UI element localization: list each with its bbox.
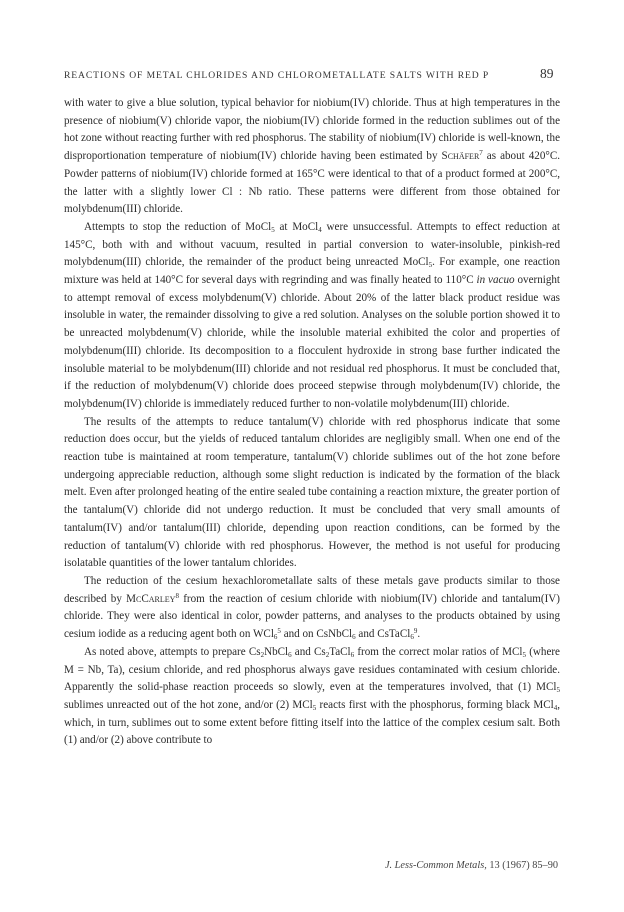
text-run: and on CsNbCl bbox=[280, 628, 353, 641]
subscript: 4 bbox=[318, 225, 322, 234]
text-run: TaCl bbox=[329, 645, 351, 658]
subscript: 6 bbox=[352, 633, 356, 642]
text-run: as about 420°C. Powder patterns of niobium(IV) chloride formed at 165°C were identical to that of a product formed at 200°C, the latter with a slightly lower Cl : Nb ratio. These patterns were different from those obtained for molybdenum(III) chloride. bbox=[64, 150, 560, 216]
subscript: 6 bbox=[288, 650, 292, 659]
subscript: 5 bbox=[556, 686, 560, 695]
running-head: REACTIONS OF METAL CHLORIDES AND CHLOROMETALLATE SALTS WITH RED P bbox=[64, 70, 490, 81]
superscript: 7 bbox=[479, 149, 483, 158]
text-run: overnight to attempt removal of excess molybdenum(V) chloride. About 20% of the latter black product residue was insoluble in water, the remainder dissolving to give a red solution. Analyses on the soluble portion showed it to be unreacted molybdenum(V) chloride, while the insoluble material exhibited the color and properties of molybdenum(III) chloride. Its decomposition to a flocculent hydroxide in strong base further indicated the insoluble material to be molybdenum(III) chloride and not residual red phosphorus. It must be concluded that, if the reduction of molybdenum(V) chloride does proceed stepwise through molybdenum(IV) chloride, the molybdenum(IV) chloride is immediately reduced further to non-volatile molybdenum(III) chloride. bbox=[64, 274, 560, 410]
text-run: with water to give a blue solution, typical behavior for niobium(IV) chloride. Thus at high temperatures in the presence of niobium(V) chloride vapor, the niobium(IV) chloride formed in the reduction sublimes out of the hot zone without reacting further with red phosphorus. The stability of niobium(IV) chloride is well-known, the disproportionation temperature of niobium(IV) chloride having been estimated by bbox=[64, 97, 560, 163]
text-run: at MoCl bbox=[274, 220, 319, 233]
text-run: were unsuccessful. Attempts to effect reduction at 145°C, both with and without vacuum, resulted in partial conversion to water-insoluble, pinkish-red molybdenum(III) chloride, the remainder of the product being unreacted MoCl bbox=[64, 220, 560, 269]
text-run: The reduction of the cesium hexachlorometallate salts of these metals gave products similar to those described by bbox=[64, 574, 560, 605]
text-run: Attempts to stop the reduction of MoCl bbox=[84, 220, 272, 233]
text-run: . For example, one reaction mixture was held at 140°C for several days with regrinding and was finally heated to 110°C bbox=[64, 256, 560, 287]
subscript: 5 bbox=[522, 650, 526, 659]
paragraph bbox=[64, 219, 560, 414]
subscript: 6 bbox=[273, 633, 278, 642]
journal-citation: 13 (1967) 85–90 bbox=[486, 860, 558, 871]
text-run: NbCl bbox=[264, 645, 289, 658]
superscript: 5 bbox=[277, 627, 281, 636]
text-run: , which, in turn, sublimes out to some extent before fitting itself into the lattice of the complex cesium salt. Both (1) and/or (2) above contribute to bbox=[64, 698, 560, 747]
subscript: 6 bbox=[350, 650, 355, 659]
text-run: and CsTaCl bbox=[355, 628, 411, 641]
text-run: As noted above, attempts to prepare Cs bbox=[84, 645, 261, 658]
text-run: from the reaction of cesium chloride with niobium(IV) chloride and tantalum(IV) chloride. They were also identical in color, powder patterns, and analyses to the products obtained by using cesium iodide as a reducing agent both on WCl bbox=[64, 592, 560, 641]
superscript: 9 bbox=[413, 627, 418, 636]
text-run: The results of the attempts to reduce tantalum(V) chloride with red phosphorus indicate that some reduction does occur, but the yields of reduced tantalum chlorides are negligibly small. When one end of the reaction tube is maintained at room temperature, tantalum(V) chloride sublimes out of the hot zone before undergoing appreciable reduction, although some slight reduction is indicated by the formation of the black melt. Even after prolonged heating of the entire sealed tube containing a reaction mixture, the greater portion of the tantalum(V) chloride did not undergo reduction. It must be concluded that very small amounts of tantalum(IV) and/or tantalum(III) chloride, depending upon reaction conditions, can be formed by the reduction of tantalum(V) chloride with red phosphorus. However, the method is not useful for producing isolatable quantities of the lower tantalum chlorides. bbox=[64, 415, 560, 570]
subscript: 5 bbox=[428, 261, 433, 270]
paragraph bbox=[64, 644, 560, 750]
text-run: from the correct molar ratios of MCl bbox=[354, 645, 523, 658]
subscript: 2 bbox=[325, 650, 330, 659]
subscript: 4 bbox=[553, 703, 558, 712]
text-run: sublimes unreacted out of the hot zone, and/or (2) MCl bbox=[64, 698, 313, 711]
journal-footer bbox=[320, 860, 558, 871]
page-number: 89 bbox=[540, 66, 554, 81]
body-text bbox=[64, 95, 560, 750]
paragraph bbox=[64, 414, 560, 573]
paragraph bbox=[64, 95, 560, 219]
journal-name: J. Less-Common Metals, bbox=[384, 860, 487, 871]
subscript: 2 bbox=[260, 650, 265, 659]
text-run: and Cs bbox=[291, 645, 326, 658]
text-run: . bbox=[417, 628, 421, 641]
paragraph bbox=[64, 573, 560, 644]
subscript: 5 bbox=[271, 225, 275, 234]
subscript: 6 bbox=[410, 633, 414, 642]
italic-text: in vacuo bbox=[476, 274, 515, 287]
subscript: 5 bbox=[312, 703, 317, 712]
text-run: (where M = Nb, Ta), cesium chloride, and red phosphorus always gave residues contaminated with cesium chloride. Apparently the solid-phase reaction proceeds so slowly, even at the temperatures involved, that (1) MCl bbox=[64, 645, 560, 694]
superscript: 8 bbox=[175, 591, 179, 600]
author-name: Schäfer bbox=[441, 150, 480, 163]
author-name: McCarley bbox=[126, 592, 176, 605]
text-run: reacts first with the phosphorus, forming black MCl bbox=[316, 698, 554, 711]
